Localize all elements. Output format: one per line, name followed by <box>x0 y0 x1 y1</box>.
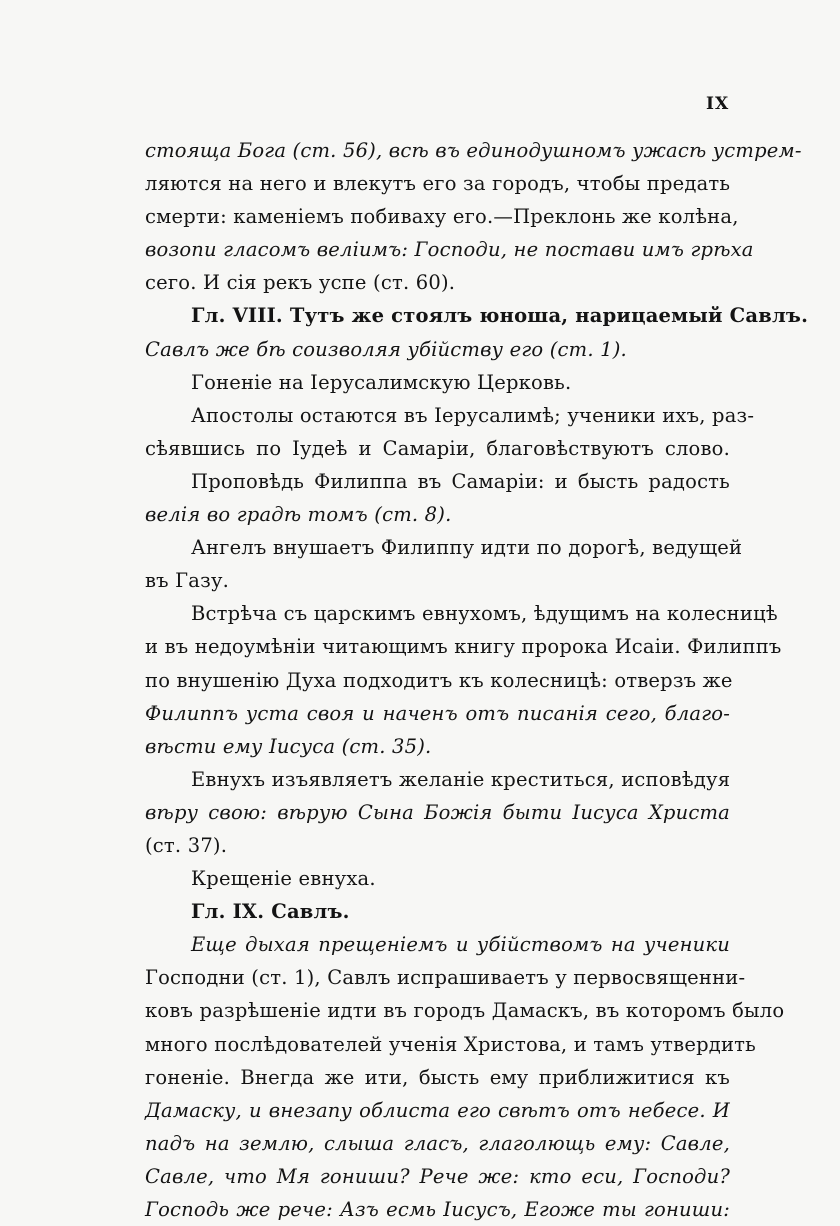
text-line: падъ на землю, слыша гласъ, глаголющь ему: Савле, <box>145 1131 730 1155</box>
text-line: Дамаску, и внезапу облиста его свѣтъ отъ небесе. И <box>145 1098 730 1122</box>
text-line: Филиппъ уста своя и наченъ отъ писанія сего, благо- <box>145 701 730 725</box>
chapter-heading: Гл. VIII. Тутъ же стоялъ юноша, нарицаемый Савлъ. <box>191 304 809 328</box>
text-line: возопи гласомъ веліимъ: Господи, не постави имъ грѣха <box>145 238 754 262</box>
text-line: гоненіе. Внегда же ити, бысть ему приближитися къ <box>145 1065 730 1089</box>
text-line: (ст. 37). <box>145 833 228 857</box>
text-line: въ Газу. <box>145 569 230 593</box>
text-line: сѣявшись по Іудеѣ и Самаріи, благовѣствуютъ слово. <box>145 436 730 460</box>
text-line: Евнухъ изъявляетъ желаніе креститься, исповѣдуя <box>191 767 731 791</box>
text-line: ковъ разрѣшеніе идти въ городъ Дамаскъ, въ которомъ было <box>145 999 785 1023</box>
text-line: велія во градѣ томъ (ст. 8). <box>145 503 452 527</box>
text-line: Крещеніе евнуха. <box>191 867 376 891</box>
text-line: Встрѣча съ царскимъ евнухомъ, ѣдущимъ на колесницѣ <box>191 602 778 626</box>
text-line: вѣсти ему Іисуса (ст. 35). <box>145 734 432 758</box>
text-line: Еще дыхая прещеніемъ и убійствомъ на ученики <box>191 933 730 957</box>
text-line: Проповѣдь Филиппа въ Самаріи: и бысть радость <box>191 469 730 493</box>
text-line: Апостолы остаются въ Іерусалимѣ; ученики ихъ, раз- <box>191 403 755 427</box>
text-line: Господни (ст. 1), Савлъ испрашиваетъ у первосвященни- <box>145 966 746 990</box>
text-line: Савле, что Мя гониши? Рече же: кто еси, Господи? <box>145 1164 730 1188</box>
text-line: сего. И сія рекъ успе (ст. 60). <box>145 271 456 295</box>
chapter-heading: Гл. IX. Савлъ. <box>191 900 350 924</box>
text-line: и въ недоумѣніи читающимъ книгу пророка Исаіи. Филиппъ <box>145 635 782 659</box>
text-line: ляются на него и влекутъ его за городъ, чтобы предать <box>145 172 731 196</box>
text-line: Савлъ же бѣ соизволяя убійству его (ст. 1). <box>145 337 627 361</box>
text-line: стояща Бога (ст. 56), всѣ въ единодушномъ ужасѣ устрем- <box>145 139 802 162</box>
text-line: Ангелъ внушаетъ Филиппу идти по дорогѣ, ведущей <box>191 536 743 560</box>
text-line: много послѣдователей ученія Христова, и тамъ утвердить <box>145 1032 756 1056</box>
text-line: смерти: каменіемъ побиваху его.—Преклонь же колѣна, <box>145 205 739 229</box>
text-line: Господь же рече: Азъ есмь Іисусъ, Егоже ты гониши: <box>145 1198 730 1221</box>
text-line: Гоненіе на Іерусалимскую Церковь. <box>191 370 572 394</box>
page-number: IX <box>706 94 730 114</box>
page-body <box>145 134 809 1226</box>
text-line: по внушенію Духа подходитъ къ колесницѣ: отверзъ же <box>145 668 733 692</box>
text-line: вѣру свою: вѣрую Сына Божія быти Іисуса Христа <box>145 800 730 824</box>
